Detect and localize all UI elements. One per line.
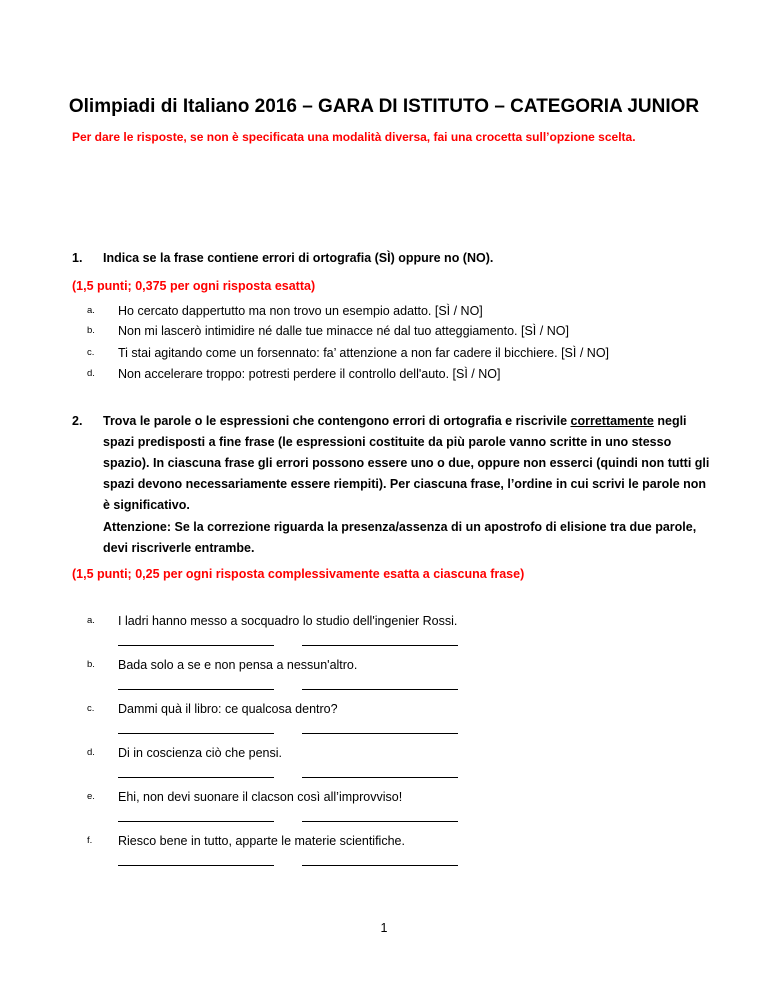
item-letter: b. <box>87 325 95 336</box>
question-2-underlined-word: correttamente <box>570 414 654 428</box>
question-1-points: (1,5 punti; 0,375 per ogni risposta esatta) <box>72 279 316 293</box>
item-text: Dammi quà il libro: ce qualcosa dentro? <box>118 702 338 716</box>
item-text: Non mi lascerò intimidire né dalle tue minacce né dal tuo atteggiamento. [SÌ / NO] <box>118 324 569 338</box>
answer-blank[interactable] <box>302 776 458 778</box>
answer-blank[interactable] <box>118 688 274 690</box>
answer-blank[interactable] <box>302 688 458 690</box>
item-text: Non accelerare troppo: potresti perdere il controllo dell'auto. [SÌ / NO] <box>118 367 501 381</box>
page-title: Olimpiadi di Italiano 2016 – GARA DI ISTITUTO – CATEGORIA JUNIOR <box>68 96 700 117</box>
answer-blank[interactable] <box>302 864 458 866</box>
question-2-number: 2. <box>72 414 83 428</box>
item-letter: a. <box>87 305 95 316</box>
answer-blank[interactable] <box>118 776 274 778</box>
question-2-points: (1,5 punti; 0,25 per ogni risposta complessivamente esatta a ciascuna frase) <box>72 567 525 581</box>
item-letter: c. <box>87 347 95 358</box>
question-1-number: 1. <box>72 251 83 265</box>
item-text: Riesco bene in tutto, apparte le materie scientifiche. <box>118 834 405 848</box>
answer-blank[interactable] <box>302 820 458 822</box>
item-text: Ho cercato dappertutto ma non trovo un esempio adatto. [SÌ / NO] <box>118 304 483 318</box>
answer-blank[interactable] <box>118 732 274 734</box>
question-2-text-part: negli spazi predisposti a fine frase (le espressioni costituite da più parole vanno scritte in uno stesso spazio). In ciascuna frase gli errori possono essere uno o due, oppure non esserci (quindi non tutti gli spazi devono necessariamente essere riempiti). Per ciascuna frase, l’ordine in cui scrivi le parole non è significativo. <box>103 414 710 512</box>
question-2-attention: Attenzione: Se la correzione riguarda la presenza/assenza di un apostrofo di elisione tra due parole, devi riscriverle entrambe. <box>103 520 697 555</box>
instructions: Per dare le risposte, se non è specificata una modalità diversa, fai una crocetta sull’opzione scelta. <box>72 130 636 144</box>
item-letter: c. <box>87 703 95 714</box>
question-2-text-part: Trova le parole o le espressioni che contengono errori di ortografia e riscrivile <box>103 414 571 428</box>
page-number: 1 <box>380 921 388 935</box>
question-1-text: Indica se la frase contiene errori di ortografia (SÌ) oppure no (NO). <box>103 251 494 265</box>
item-letter: d. <box>87 368 95 379</box>
answer-blank[interactable] <box>302 732 458 734</box>
question-2-text <box>103 411 713 516</box>
item-text: I ladri hanno messo a socquadro lo studio dell'ingenier Rossi. <box>118 614 458 628</box>
item-letter: e. <box>87 791 95 802</box>
item-letter: b. <box>87 659 95 670</box>
answer-blank[interactable] <box>302 644 458 646</box>
item-letter: f. <box>87 835 93 846</box>
answer-blank[interactable] <box>118 644 274 646</box>
answer-blank[interactable] <box>118 820 274 822</box>
item-text: Ehi, non devi suonare il clacson così all’improvviso! <box>118 790 403 804</box>
item-letter: d. <box>87 747 95 758</box>
item-text: Bada solo a se e non pensa a nessun'altro. <box>118 658 358 672</box>
item-text: Ti stai agitando come un forsennato: fa’ attenzione a non far cadere il bicchiere. [SÌ / NO] <box>118 346 610 360</box>
answer-blank[interactable] <box>118 864 274 866</box>
item-letter: a. <box>87 615 95 626</box>
item-text: Di in coscienza ciò che pensi. <box>118 746 282 760</box>
